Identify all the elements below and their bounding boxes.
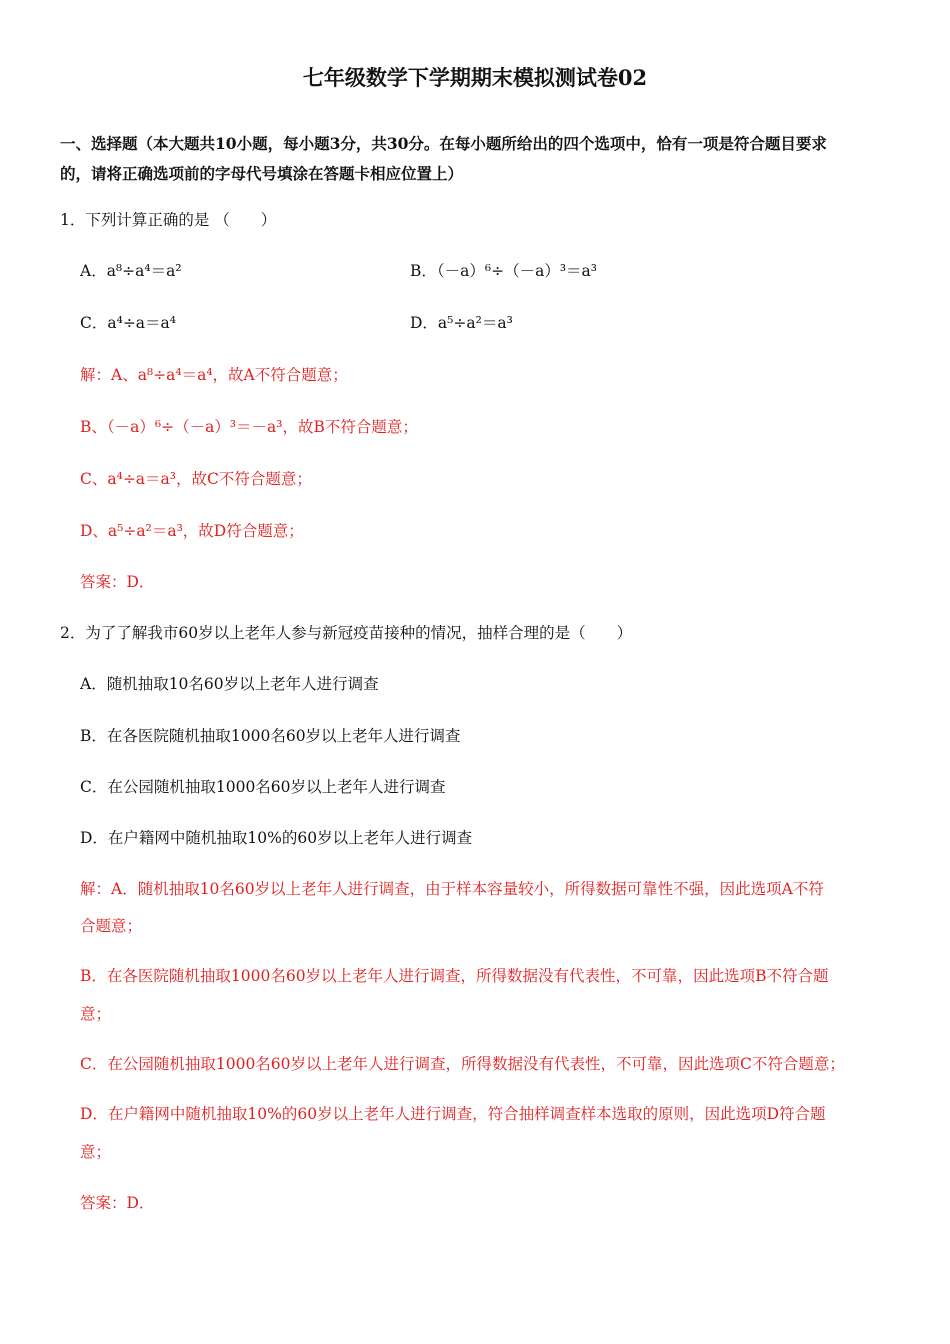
question-1-solution-d: D、a⁵÷a²＝a³，故D符合题意；: [80, 522, 304, 540]
question-2-option-a: A．随机抽取10名60岁以上老年人进行调查: [80, 675, 379, 693]
question-2-answer: 答案：D．: [80, 1194, 155, 1212]
question-2-option-b: B．在各医院随机抽取1000名60岁以上老年人进行调查: [80, 727, 461, 745]
question-2-solution-d-line1: D．在户籍网中随机抽取10%的60岁以上老年人进行调查，符合抽样调查样本选取的原则，因此选项D符合题: [80, 1105, 826, 1123]
question-2-solution-a-line1: 解：A．随机抽取10名60岁以上老年人进行调查，由于样本容量较小，所得数据可靠性不强，因此选项A不符: [80, 880, 824, 898]
question-2-option-c: C．在公园随机抽取1000名60岁以上老年人进行调查: [80, 778, 446, 796]
page-title: 七年级数学下学期期末模拟测试卷02: [302, 65, 648, 90]
question-2-solution-b-line2: 意；: [80, 1005, 112, 1023]
question-2-option-d: D．在户籍网中随机抽取10%的60岁以上老年人进行调查: [80, 829, 473, 847]
question-1-solution-a: 解：A、a⁸÷a⁴＝a⁴，故A不符合题意；: [80, 366, 348, 384]
question-2-solution-a-line2: 合题意；: [80, 917, 143, 935]
section-heading-line2: 的，请将正确选项前的字母代号填涂在答题卡相应位置上）: [60, 164, 464, 183]
question-1-stem: 1．下列计算正确的是 （ ）: [60, 211, 277, 229]
question-1-option-c: C．a⁴÷a＝a⁴: [80, 314, 176, 332]
question-1-option-a: A．a⁸÷a⁴＝a²: [80, 262, 182, 280]
question-1-solution-c: C、a⁴÷a＝a³，故C不符合题意；: [80, 470, 312, 488]
question-2-stem: 2．为了了解我市60岁以上老年人参与新冠疫苗接种的情况，抽样合理的是（ ）: [60, 624, 633, 642]
question-2-solution-d-line2: 意；: [80, 1143, 112, 1161]
question-1-solution-b: B、（－a）⁶÷（－a）³＝－a³，故B不符合题意；: [80, 418, 418, 436]
section-heading-line1: 一、选择题（本大题共10小题，每小题3分，共30分。在每小题所给出的四个选项中，恰有一项是符合题目要求: [60, 134, 827, 153]
question-1-answer: 答案：D．: [80, 573, 155, 591]
question-2-solution-c: C．在公园随机抽取1000名60岁以上老年人进行调查，所得数据没有代表性，不可靠，因此选项C不符合题意；: [80, 1055, 845, 1073]
question-1-option-d: D．a⁵÷a²＝a³: [410, 314, 513, 332]
question-2-solution-b-line1: B．在各医院随机抽取1000名60岁以上老年人进行调查，所得数据没有代表性，不可靠，因此选项B不符合题: [80, 967, 829, 985]
question-1-option-b: B．（－a）⁶÷（－a）³＝a³: [410, 262, 597, 280]
